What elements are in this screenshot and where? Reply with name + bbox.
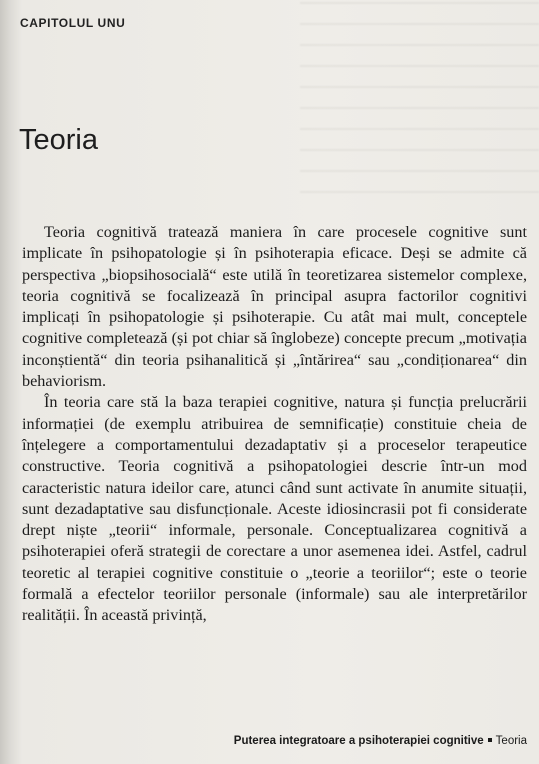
body-text	[22, 222, 527, 627]
section-title: Teoria	[19, 124, 98, 156]
footer-section-name: Teoria	[495, 735, 527, 747]
paragraph-1: Teoria cognitivă tratează maniera în care procesele cognitive sunt implicate în psihopatologie și în psihoterapia eficace. Deși se admite că perspectiva „biopsihosocială“ este utilă în teoretizarea sistemelor complexe, teoria cognitivă se focalizează în principal asupra factorilor cognitivi implicați în psihopatologie și psihoterapie. Cu atât mai mult, conceptele cognitive completează (și pot chiar să înglobeze) concepte precum „motivația inconștientă“ din teoria psihanalitică și „întărirea“ sau „condiționarea“ din behaviorism.	[22, 223, 527, 391]
footer-book-title: Puterea integratoare a psihoterapiei cognitive	[233, 735, 484, 747]
paragraph-2: În teoria care stă la baza terapiei cognitive, natura și funcția prelucrării informației (de exemplu atribuirea de semnificație) constituie cheia de înțelegere a comportamentului dezadaptativ și a proceselor terapeutice constructive. Teoria cognitivă a psihopatologiei descrie într-un mod caracteristic natura ideilor care, atunci când sunt activate în anumite situații, sunt dezadaptative sau disfuncționale. Aceste idiosincrasii pot fi considerate drept niște „teorii“ informale, personale. Conceptualizarea cognitivă a psihoterapiei oferă strategii de corectare a unor asemenea idei. Astfel, cadrul teoretic al terapiei cognitive constituie o „teorie a teoriilor“; este o teorie formală a efectelor teoriilor personale (informale) sau ale interpretărilor realității. În această privință,	[22, 393, 527, 625]
running-footer	[234, 735, 527, 747]
chapter-label: CAPITOLUL UNU	[20, 16, 126, 30]
show-through-text	[300, 2, 539, 202]
footer-separator-icon	[488, 738, 492, 742]
